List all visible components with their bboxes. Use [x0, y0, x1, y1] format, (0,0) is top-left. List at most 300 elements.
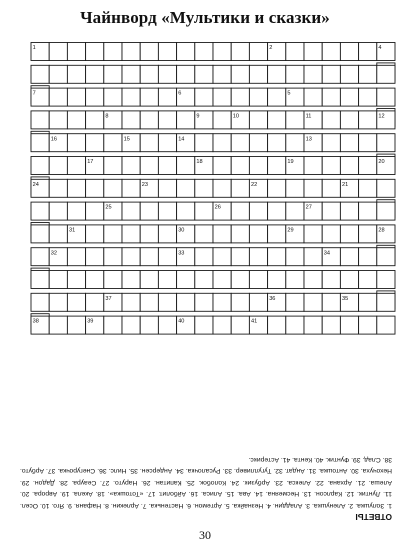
- grid-cell: [86, 88, 104, 106]
- grid-cell: [104, 225, 122, 243]
- grid-cell: [231, 157, 249, 175]
- clue-number: 20: [378, 159, 385, 166]
- grid-cell: [122, 111, 140, 129]
- clue-number: 13: [305, 136, 312, 143]
- grid-cell: [195, 157, 213, 175]
- grid-cell: [377, 157, 395, 175]
- grid-cell: [31, 316, 49, 334]
- grid-cell: [104, 179, 122, 197]
- clue-number: 15: [123, 136, 130, 143]
- clue-number: 18: [196, 159, 203, 166]
- grid-cell: [195, 88, 213, 106]
- grid-cell: [86, 293, 104, 311]
- grid-cell: [304, 134, 322, 152]
- clue-number: 26: [214, 204, 221, 211]
- clue-number: 14: [178, 136, 185, 143]
- grid-cell: [177, 179, 195, 197]
- grid-cell: [377, 179, 395, 197]
- grid-cell: [377, 316, 395, 334]
- grid-cell: [213, 65, 231, 83]
- grid-cell: [67, 157, 85, 175]
- grid-cell: [359, 271, 377, 289]
- grid-cell: [67, 111, 85, 129]
- clue-number: 32: [50, 250, 58, 257]
- grid-cell: [340, 316, 358, 334]
- grid-cell: [67, 134, 85, 152]
- clue-number: 27: [305, 204, 312, 211]
- grid-cell: [286, 43, 304, 61]
- grid-cell: [340, 271, 358, 289]
- grid-cell: [249, 157, 267, 175]
- grid-cell: [104, 248, 122, 266]
- grid-cell: [158, 157, 176, 175]
- grid-cell: [177, 202, 195, 220]
- grid-cell: [122, 271, 140, 289]
- grid-cell: [268, 271, 286, 289]
- grid-cell: [195, 225, 213, 243]
- grid-cell: [340, 65, 358, 83]
- grid-cell: [67, 43, 85, 61]
- grid-cell: [213, 157, 231, 175]
- grid-cell: [158, 111, 176, 129]
- clue-number: 37: [105, 295, 112, 302]
- grid-cell: [140, 248, 158, 266]
- grid-cell: [377, 43, 395, 61]
- grid-cell: [286, 316, 304, 334]
- clue-number: 22: [251, 181, 258, 188]
- grid-cell: [104, 157, 122, 175]
- grid-cell: [322, 225, 340, 243]
- grid-cell: [140, 179, 158, 197]
- grid-cell: [122, 88, 140, 106]
- grid-cell: [49, 248, 67, 266]
- grid-cell: [304, 65, 322, 83]
- grid-cell: [322, 248, 340, 266]
- grid-cell: [359, 88, 377, 106]
- grid-cell: [86, 111, 104, 129]
- grid-cell: [104, 316, 122, 334]
- grid-cell: [286, 202, 304, 220]
- answers-text: 1. Золушка. 2. Аленушка. 3. Аладдин. 4. Незнайка. 5. Артемон. 6. Настенька. 7. Арлекин. 8. Нафаня. 9. Яго. 10. Осел. 11. Лунтик. 12. Карлсон. 13. Несмеяна. 14. Ава. 15. Алиса. 16. Айболит. 17. «Тотошка». 18. Акела. 19. Аврора. 20. Алеша. 21. Архана. 22. Алекса. 23. Арбузик. 24. Колобок. 25. Капитан. 26. Наруто. 27. Сеаура. 28. Дадон. 29. Нехочуха. 30. Антошка. 31. Андат. 32. Тугулливер. 33. Русалочка. 34. Андерсен. 35. Нилс. 36. Снегурочка. 37. Арбуто. 38. Слад. 39. Фунтик. 40. Кента. 41. Астерикс.: [20, 455, 392, 509]
- grid-cell: [340, 248, 358, 266]
- grid-cell: [158, 134, 176, 152]
- grid-cell: [286, 271, 304, 289]
- grid-cell: [359, 179, 377, 197]
- grid-cell: [322, 316, 340, 334]
- grid-cell: [67, 293, 85, 311]
- grid-cell: [249, 316, 267, 334]
- grid-cell: [268, 293, 286, 311]
- clue-number: 9: [196, 113, 200, 120]
- grid-cell: [49, 316, 67, 334]
- clue-number: 35: [342, 295, 349, 302]
- grid-cell: [31, 179, 49, 197]
- grid-cell: [140, 65, 158, 83]
- clue-number: 21: [342, 181, 349, 188]
- grid-cell: [140, 225, 158, 243]
- grid-cell: [104, 293, 122, 311]
- grid-cell: [177, 271, 195, 289]
- grid-cell: [322, 157, 340, 175]
- grid-cell: [322, 271, 340, 289]
- clue-number: 40: [178, 318, 185, 325]
- grid-cell: [177, 134, 195, 152]
- grid-cell: [322, 43, 340, 61]
- grid-cell: [377, 111, 395, 129]
- grid-cell: [122, 43, 140, 61]
- grid-cell: [104, 43, 122, 61]
- answers-block: [20, 428, 392, 522]
- grid-cell: [377, 271, 395, 289]
- grid-cell: [104, 134, 122, 152]
- grid-cell: [67, 225, 85, 243]
- grid-cell: [249, 293, 267, 311]
- grid-cell: [122, 248, 140, 266]
- grid-cell: [104, 88, 122, 106]
- grid-cell: [177, 157, 195, 175]
- grid-cell: [67, 65, 85, 83]
- grid-cell: [268, 65, 286, 83]
- grid-cell: [213, 202, 231, 220]
- grid-cell: [322, 111, 340, 129]
- grid-cell: [249, 225, 267, 243]
- grid-cell: [31, 293, 49, 311]
- grid-cell: [158, 65, 176, 83]
- grid-cell: [286, 225, 304, 243]
- grid-cell: [377, 225, 395, 243]
- grid-cell: [268, 134, 286, 152]
- grid-cell: [231, 225, 249, 243]
- grid-cell: [86, 271, 104, 289]
- grid-cell: [231, 293, 249, 311]
- grid-cell: [322, 179, 340, 197]
- grid-cell: [304, 316, 322, 334]
- clue-number: 31: [69, 227, 76, 234]
- grid-cell: [286, 248, 304, 266]
- grid-cell: [231, 43, 249, 61]
- grid-cell: [231, 202, 249, 220]
- clue-number: 10: [232, 113, 240, 120]
- grid-cell: [140, 271, 158, 289]
- grid-cell: [231, 65, 249, 83]
- grid-cell: [86, 65, 104, 83]
- page-title: Чайнворд «Мультики и сказки»: [80, 8, 330, 27]
- grid-cell: [231, 271, 249, 289]
- grid-cell: [31, 202, 49, 220]
- grid-cell: [286, 293, 304, 311]
- grid-cell: [140, 157, 158, 175]
- clue-number: 29: [287, 227, 294, 234]
- clue-number: 16: [50, 136, 58, 143]
- grid-cell: [304, 248, 322, 266]
- grid-cell: [195, 134, 213, 152]
- grid-cell: [104, 202, 122, 220]
- grid-cell: [377, 202, 395, 220]
- grid-cell: [359, 134, 377, 152]
- clue-number: 39: [87, 318, 94, 325]
- grid-cell: [31, 134, 49, 152]
- grid-cell: [268, 43, 286, 61]
- clue-number: 17: [87, 159, 94, 166]
- grid-cell: [177, 248, 195, 266]
- grid-cell: [231, 134, 249, 152]
- grid-cell: [49, 111, 67, 129]
- grid-cell: [268, 88, 286, 106]
- grid-cell: [86, 43, 104, 61]
- grid-cell: [249, 271, 267, 289]
- grid-cell: [49, 134, 67, 152]
- clue-number: 11: [305, 113, 312, 120]
- grid-cell: [86, 202, 104, 220]
- grid-cell: [249, 88, 267, 106]
- grid-cell: [213, 293, 231, 311]
- grid-cell: [195, 202, 213, 220]
- grid-cell: [31, 271, 49, 289]
- clue-number: 2: [269, 45, 273, 52]
- grid-cell: [377, 248, 395, 266]
- grid-cell: [158, 248, 176, 266]
- grid-cell: [213, 271, 231, 289]
- grid-cell: [304, 293, 322, 311]
- grid-cell: [31, 43, 49, 61]
- grid-cell: [49, 225, 67, 243]
- grid-cell: [31, 225, 49, 243]
- answers-heading: ОТВЕТЫ: [355, 512, 392, 522]
- clue-number: 4: [378, 45, 382, 52]
- grid-cell: [177, 225, 195, 243]
- grid-cell: [286, 111, 304, 129]
- grid-cell: [195, 293, 213, 311]
- grid-cell: [249, 179, 267, 197]
- grid-cell: [322, 293, 340, 311]
- clue-number: 25: [105, 204, 112, 211]
- grid-cell: [340, 134, 358, 152]
- grid-cell: [249, 202, 267, 220]
- grid-cell: [122, 293, 140, 311]
- grid-cell: [67, 179, 85, 197]
- grid-cell: [158, 316, 176, 334]
- grid-cell: [213, 316, 231, 334]
- grid-cell: [104, 65, 122, 83]
- grid-cell: [249, 134, 267, 152]
- grid-cell: [340, 88, 358, 106]
- grid-cell: [322, 65, 340, 83]
- grid-cell: [304, 157, 322, 175]
- grid-cell: [67, 271, 85, 289]
- grid-cell: [104, 271, 122, 289]
- grid-cell: [340, 202, 358, 220]
- grid-cell: [122, 65, 140, 83]
- grid-cell: [231, 179, 249, 197]
- grid-cell: [286, 134, 304, 152]
- grid-cell: [177, 65, 195, 83]
- grid-cell: [31, 111, 49, 129]
- grid-cell: [140, 88, 158, 106]
- grid-cell: [195, 43, 213, 61]
- grid-cell: [122, 202, 140, 220]
- grid-cell: [195, 179, 213, 197]
- grid-cell: [177, 111, 195, 129]
- grid-cell: [122, 316, 140, 334]
- grid-cell: [268, 111, 286, 129]
- grid-cell: [31, 88, 49, 106]
- grid-cell: [359, 293, 377, 311]
- grid-cell: [86, 134, 104, 152]
- grid-cell: [377, 293, 395, 311]
- grid-cell: [49, 65, 67, 83]
- clue-number: 41: [251, 318, 258, 325]
- clue-number: 5: [287, 90, 291, 97]
- grid-cell: [340, 157, 358, 175]
- grid-cell: [31, 65, 49, 83]
- clue-number: 7: [32, 90, 36, 97]
- grid-cell: [304, 111, 322, 129]
- grid-cell: [158, 202, 176, 220]
- grid-cell: [158, 88, 176, 106]
- grid-cell: [49, 157, 67, 175]
- grid-cell: [140, 134, 158, 152]
- grid-cell: [195, 271, 213, 289]
- grid-cell: [340, 225, 358, 243]
- grid-cell: [140, 202, 158, 220]
- grid-cell: [268, 248, 286, 266]
- grid-cell: [322, 88, 340, 106]
- grid-cell: [158, 179, 176, 197]
- grid-cell: [177, 43, 195, 61]
- clue-number: 1: [32, 45, 36, 52]
- grid-cell: [359, 248, 377, 266]
- grid-cell: [268, 225, 286, 243]
- grid-cell: [340, 179, 358, 197]
- clue-number: 24: [32, 181, 39, 188]
- grid-cell: [158, 225, 176, 243]
- grid-cell: [359, 316, 377, 334]
- grid-cell: [67, 202, 85, 220]
- grid-cell: [304, 179, 322, 197]
- grid-cell: [158, 293, 176, 311]
- grid-cell: [359, 157, 377, 175]
- grid-cell: [213, 225, 231, 243]
- grid-cell: [122, 225, 140, 243]
- grid-cell: [249, 111, 267, 129]
- grid-cell: [231, 88, 249, 106]
- grid-cell: [195, 316, 213, 334]
- clue-number: 23: [141, 181, 149, 188]
- grid-cell: [177, 293, 195, 311]
- grid-cell: [340, 293, 358, 311]
- clue-number: 38: [32, 318, 39, 325]
- grid-cell: [195, 111, 213, 129]
- grid-cell: [268, 179, 286, 197]
- grid-cell: [322, 202, 340, 220]
- clue-number: 6: [178, 90, 182, 97]
- clue-number: 8: [105, 113, 109, 120]
- grid-cell: [286, 65, 304, 83]
- grid-cell: [67, 88, 85, 106]
- clue-number: 12: [378, 113, 385, 120]
- grid-cell: [268, 202, 286, 220]
- grid-cell: [86, 316, 104, 334]
- grid-cell: [213, 134, 231, 152]
- grid-cell: [31, 248, 49, 266]
- grid-cell: [213, 248, 231, 266]
- grid-cell: [49, 293, 67, 311]
- grid-cell: [49, 43, 67, 61]
- grid-cell: [304, 43, 322, 61]
- clue-number: 30: [178, 227, 185, 234]
- grid-cell: [195, 65, 213, 83]
- grid-cell: [31, 157, 49, 175]
- clue-number: 33: [178, 250, 185, 257]
- grid-cell: [359, 202, 377, 220]
- grid-cell: [340, 111, 358, 129]
- grid-cell: [195, 248, 213, 266]
- grid-cell: [249, 65, 267, 83]
- grid-cell: [158, 43, 176, 61]
- grid-cell: [304, 88, 322, 106]
- grid-cell: [377, 65, 395, 83]
- grid-cell: [249, 248, 267, 266]
- page-number: 30: [199, 528, 211, 542]
- grid-cell: [213, 88, 231, 106]
- grid-cell: [104, 111, 122, 129]
- grid-cell: [122, 157, 140, 175]
- clue-number: 34: [323, 250, 331, 257]
- grid-cell: [359, 65, 377, 83]
- grid-cell: [268, 316, 286, 334]
- grid-cell: [286, 157, 304, 175]
- grid-cell: [67, 316, 85, 334]
- grid-cell: [49, 202, 67, 220]
- grid-cell: [86, 225, 104, 243]
- grid-cell: [231, 316, 249, 334]
- grid-cell: [304, 271, 322, 289]
- grid-cell: [304, 202, 322, 220]
- grid-cell: [359, 43, 377, 61]
- grid-cell: [213, 43, 231, 61]
- grid-cell: [213, 111, 231, 129]
- grid-cell: [177, 316, 195, 334]
- grid-cell: [268, 157, 286, 175]
- grid-cell: [140, 293, 158, 311]
- grid-cell: [67, 248, 85, 266]
- grid-cell: [49, 88, 67, 106]
- grid-cell: [249, 43, 267, 61]
- grid-cell: [49, 271, 67, 289]
- grid-cell: [122, 179, 140, 197]
- clue-number: 36: [269, 295, 276, 302]
- grid-cell: [231, 111, 249, 129]
- grid-cell: [359, 225, 377, 243]
- grid-cell: [158, 271, 176, 289]
- grid-cell: [286, 88, 304, 106]
- grid-cell: [49, 179, 67, 197]
- grid-cell: [122, 134, 140, 152]
- grid-cell: [231, 248, 249, 266]
- grid-cell: [359, 111, 377, 129]
- grid-cell: [213, 179, 231, 197]
- grid-cell: [140, 111, 158, 129]
- clue-number: 19: [287, 159, 294, 166]
- grid-cell: [86, 157, 104, 175]
- grid-cell: [86, 179, 104, 197]
- grid-cell: [177, 88, 195, 106]
- grid-cell: [286, 179, 304, 197]
- grid-cell: [86, 248, 104, 266]
- grid-cell: [140, 316, 158, 334]
- grid-cell: [377, 134, 395, 152]
- grid-cell: [322, 134, 340, 152]
